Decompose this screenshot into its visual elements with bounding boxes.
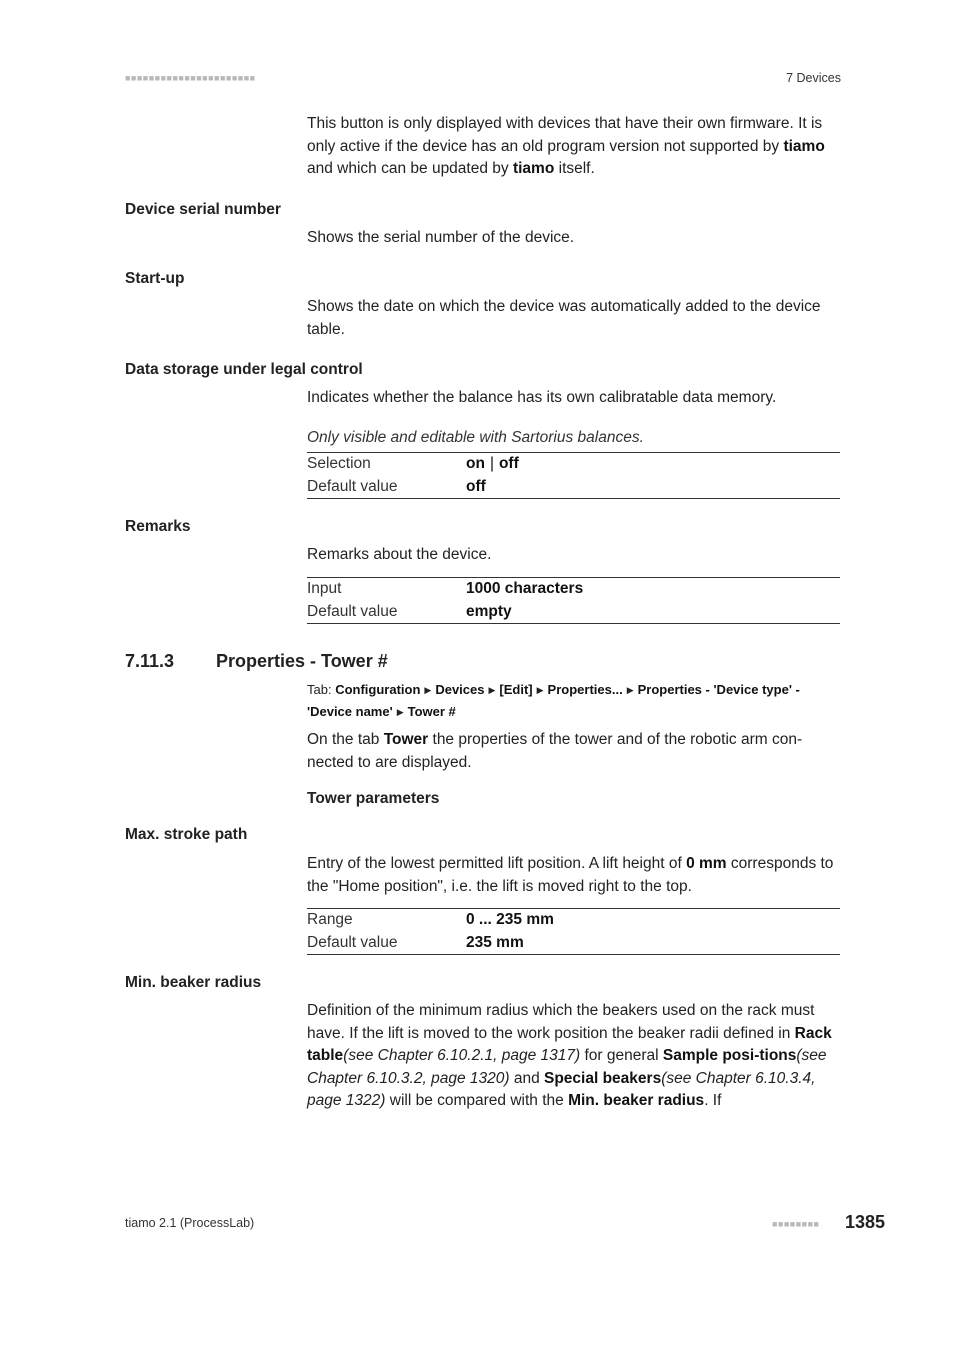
footer-product: tiamo 2.1 (ProcessLab)	[125, 1216, 255, 1230]
arrow-right-icon: ▶	[488, 685, 496, 695]
table-row	[307, 453, 840, 476]
header-decoration: ■■■■■■■■■■■■■■■■■■■■■■	[125, 73, 256, 83]
table-value: 0 ... 235 mm	[466, 911, 554, 928]
table-key: Default value	[307, 933, 398, 951]
intro-paragraph: This button is only displayed with devices that have their own firmware. It is only active if the device has an old program version not supported by tiamo and which can be updated by tiamo itself.	[307, 115, 825, 177]
remarks-table	[307, 577, 840, 624]
table-value: empty	[466, 602, 512, 620]
term-device-serial-number: Device serial number	[125, 201, 281, 218]
table-row	[307, 932, 840, 955]
path-item: Properties - 'Device type' -	[637, 682, 800, 697]
table-row	[307, 909, 840, 932]
note-sartorius: Only visible and editable with Sartorius balances.	[307, 429, 644, 446]
cross-reference: (see Chapter 6.10.3.2, page 1320)	[307, 1047, 827, 1087]
subheading-tower-parameters: Tower parameters	[307, 790, 440, 807]
term-max-stroke-path: Max. stroke path	[125, 826, 248, 843]
table-value: 235 mm	[466, 933, 524, 951]
desc-start-up: Shows the date on which the device was automatically added to the device table.	[307, 298, 821, 338]
arrow-right-icon: ▶	[424, 685, 432, 695]
desc-data-storage: Indicates whether the balance has its own calibratable data memory.	[307, 389, 777, 406]
section-title: Properties - Tower #	[216, 651, 388, 671]
section-number: 7.11.3	[125, 651, 175, 671]
arrow-right-icon: ▶	[626, 685, 634, 695]
path-item: Tower #	[407, 704, 456, 719]
arrow-right-icon: ▶	[536, 685, 544, 695]
desc-device-serial-number: Shows the serial number of the device.	[307, 229, 575, 246]
table-key: Default value	[307, 477, 398, 495]
table-value: off	[466, 477, 486, 495]
table-key: Default value	[307, 602, 398, 620]
path-item: Devices	[435, 682, 485, 697]
path-item: Configuration	[335, 682, 421, 697]
desc-max-stroke-path: Entry of the lowest permitted lift position. A lift height of 0 mm corresponds to the "Home position", i.e. the lift is moved right to the top.	[307, 855, 834, 895]
footer-decoration: ■■■■■■■■	[772, 1219, 820, 1229]
table-row	[307, 578, 840, 601]
path-item: Properties...	[547, 682, 623, 697]
page-number: 1385	[845, 1212, 886, 1232]
cross-reference: (see Chapter 6.10.3.4, page 1322)	[307, 1069, 816, 1109]
menu-path: Tab: Configuration ▶ Devices ▶ [Edit] ▶ Properties... ▶ Properties - 'Device type' - 'Device name' ▶ Tower #	[307, 682, 800, 719]
term-min-beaker-radius: Min. beaker radius	[125, 974, 262, 991]
stroke-table	[307, 908, 840, 955]
path-item: 'Device name'	[307, 704, 393, 719]
running-header-chapter: 7 Devices	[786, 71, 841, 85]
table-key: Range	[307, 911, 353, 928]
table-key: Selection	[307, 455, 371, 472]
table-value: on | off	[466, 455, 519, 472]
term-start-up: Start-up	[125, 270, 185, 287]
table-row	[307, 601, 840, 624]
term-remarks: Remarks	[125, 518, 191, 535]
cross-reference: (see Chapter 6.10.2.1, page 1317)	[343, 1047, 581, 1064]
table-value: 1000 characters	[466, 580, 584, 597]
table-row	[307, 476, 840, 499]
storage-table	[307, 452, 840, 499]
table-key: Input	[307, 580, 342, 597]
desc-remarks: Remarks about the device.	[307, 546, 492, 563]
path-item: [Edit]	[499, 682, 533, 697]
desc-min-beaker-radius: Definition of the minimum radius which the beakers used on the rack must have. If the lift is moved to the work position the beaker radii defined in Rack table(see Chapter 6.10.2.1, page 1317) for general Sample posi-tions(see Chapter 6.10.3.2, page 1320) and Special beakers(see Chapter 6.10.3.4, page 1322) will be compared with the Min. beaker radius. If	[307, 1002, 832, 1109]
tower-intro-paragraph: On the tab Tower the properties of the tower and of the robotic arm con-nected to are displayed.	[307, 731, 803, 771]
arrow-right-icon: ▶	[396, 707, 404, 717]
term-data-storage: Data storage under legal control	[125, 361, 363, 378]
